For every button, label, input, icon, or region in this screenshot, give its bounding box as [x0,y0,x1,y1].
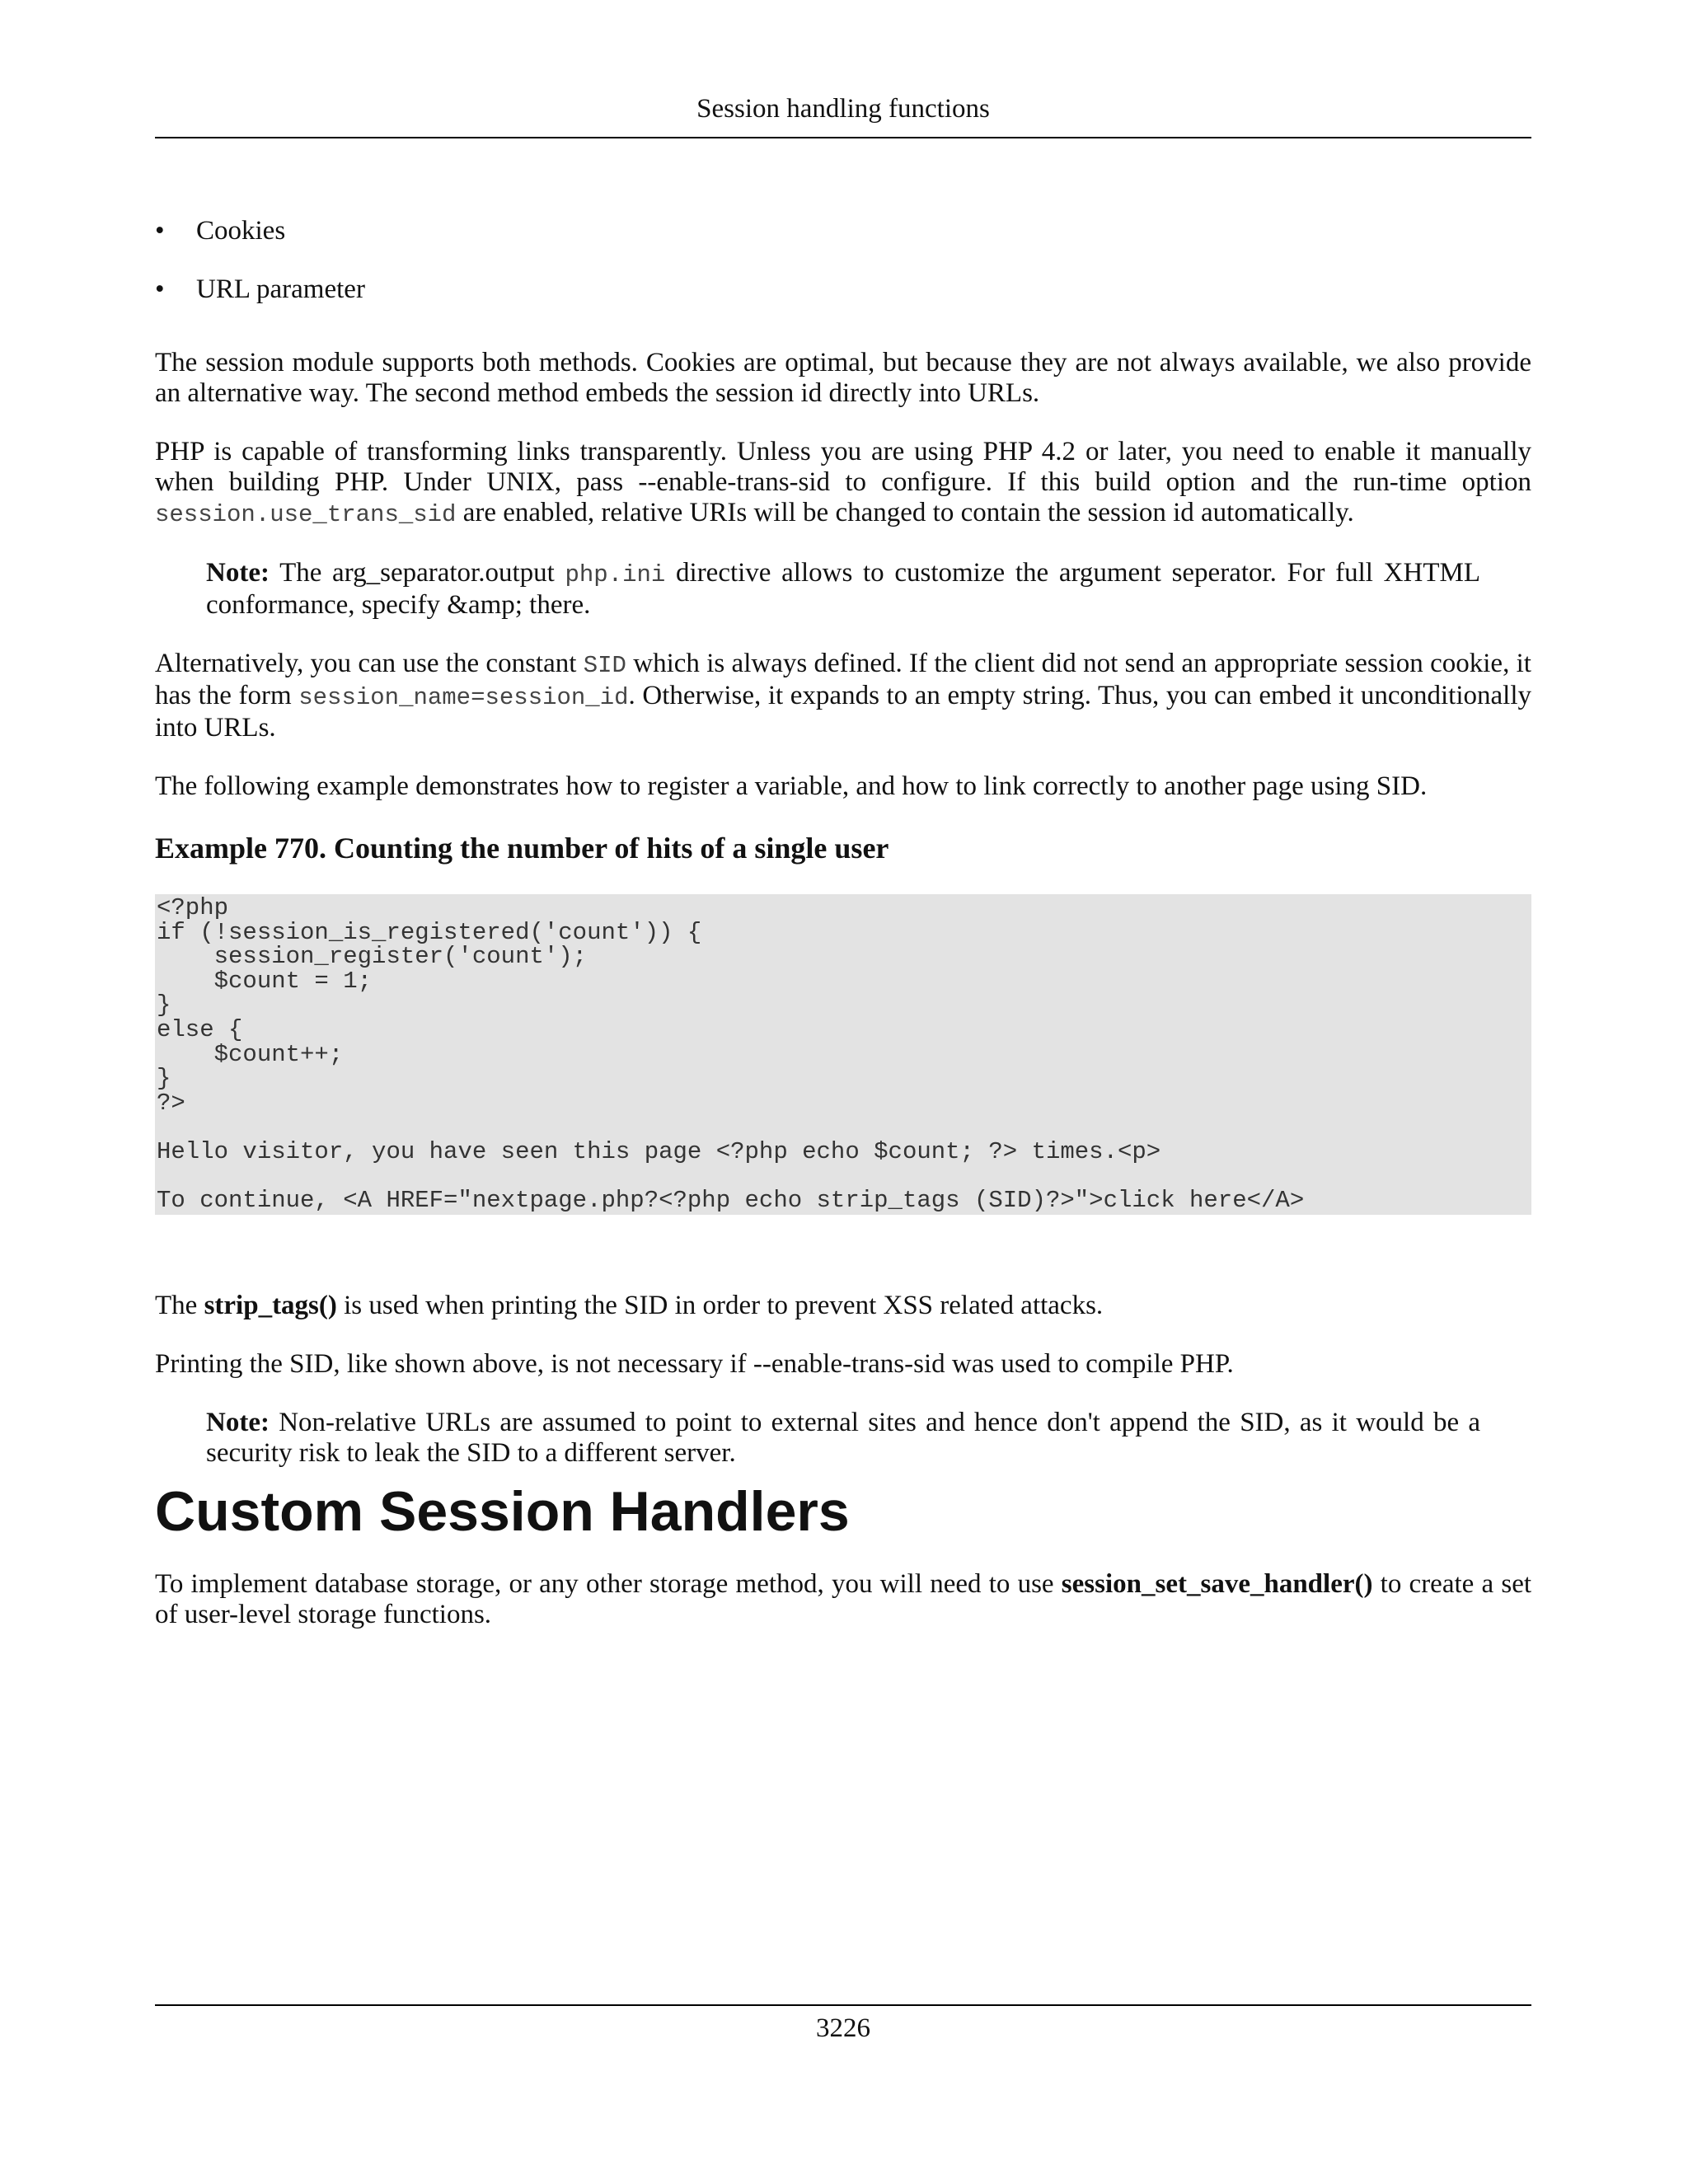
note-text: Non-relative URLs are assumed to point to external sites and hence don't append the SID, as it would be a security risk to leak the SID to a different server. [206,1407,1480,1468]
note-text: directive allows to customize the argument seperator. For full XHTML conformance, specify &amp; there. [206,558,1480,620]
footer-rule [155,2004,1531,2006]
paragraph-transparent-links [155,437,1531,530]
note-text: The arg_separator.output [269,558,565,588]
paragraph-text: is used when printing the SID in order to prevent XSS related attacks. [336,1290,1104,1320]
paragraph-sid-constant [155,649,1531,743]
paragraph-printing-sid: Printing the SID, like shown above, is not necessary if --enable-trans-sid was used to compile PHP. [155,1348,1234,1379]
note-label: Note: [206,558,270,588]
paragraph-text: which is always defined. If the client did not send an appropriate session cookie, it has the form [155,649,1531,710]
paragraph-text: To implement database storage, or any other storage method, you will need to use [155,1568,1062,1599]
page-content [155,216,1531,1630]
list-item-text: URL parameter [196,274,365,304]
paragraph-text: are enabled, relative URIs will be changed to contain the session id automatically. [456,498,1354,527]
running-header: Session handling functions [696,94,990,124]
function-name: session_set_save_handler() [1061,1568,1373,1599]
inline-code: session.use_trans_sid [155,501,457,528]
bullet-glyph: • [155,274,165,304]
section-heading: Custom Session Handlers [155,1479,850,1543]
inline-code: php.ini [565,561,666,588]
inline-code: session_name=session_id [298,684,629,711]
list-item [155,216,1531,246]
inline-code: SID [583,652,626,679]
list-item-text: Cookies [196,216,286,246]
note-non-relative-urls [206,1408,1480,1469]
paragraph-example-intro: The following example demonstrates how to register a variable, and how to link correctly to another page using SID. [155,771,1428,801]
bullet-glyph: • [155,216,165,246]
list-item [155,274,1531,305]
note-label: Note: [206,1407,270,1437]
code-listing: <?php if (!session_is_registered('count')) { session_register('count'); $count = 1; } else { $count++; } ?> Hello visitor, you have seen this page <?php echo $count; ?> times.<p> To continue, <A HREF="nextpage.php?<?php echo strip_tags (SID)?>">click here</A> [155,894,1531,1215]
example-title: Example 770. Counting the number of hits of a single user [155,832,889,865]
paragraph-methods: The session module supports both methods. Cookies are optimal, but because they are not always available, we also provide an alternative way. The second method embeds the session id directly into URLs. [155,348,1531,408]
function-name: strip_tags() [204,1290,337,1320]
transport-method-list [155,216,1531,305]
paragraph-strip-tags [155,1291,1531,1321]
note-arg-separator [206,558,1480,621]
paragraph-text: . Otherwise, it expands to an empty string. Thus, you can embed it unconditionally into URLs. [155,681,1531,743]
paragraph-custom-handlers [155,1569,1531,1630]
header-rule [155,137,1531,138]
paragraph-text: The [155,1290,204,1320]
paragraph-text: to create a set of user-level storage functions. [155,1568,1532,1629]
paragraph-text: Alternatively, you can use the constant [155,649,584,678]
page-number: 3226 [816,2013,870,2043]
paragraph-text: PHP is capable of transforming links transparently. Unless you are using PHP 4.2 or later, you need to enable it manually when building PHP. Under UNIX, pass --enable-trans-sid to configure. If this build option and the run-time option [155,437,1531,497]
